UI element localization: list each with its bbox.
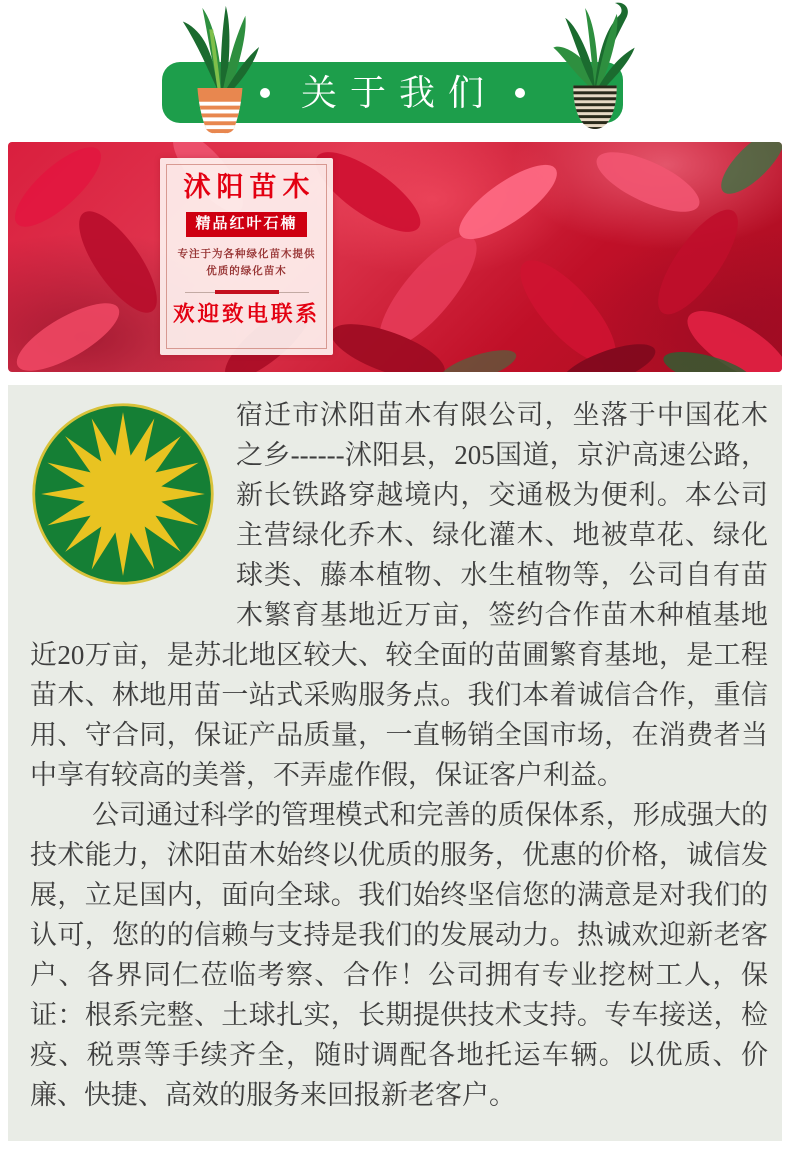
dot-icon: [515, 88, 525, 98]
divider-bar: [215, 290, 279, 294]
about-header: [0, 0, 790, 142]
about-paragraph-2: 公司通过科学的管理模式和完善的质保体系，形成强大的技术能力，沭阳苗木始终以优质的服务，优惠的价格，诚信发展，立足国内，面向全球。我们始终坚信您的满意是对我们的认可，您的的信赖与支持是我们的发展动力。热诚欢迎新老客户、各界同仁莅临考察、合作！公司拥有专业挖树工人，保证：根系完整、土球扎实，长期提供技术支持。专车接送，检疫、税票等手续齐全，随时调配各地托运车辆。以优质、价廉、快捷、高效的服务来回报新老客户。: [30, 800, 768, 1110]
hero-banner: [8, 142, 782, 372]
brand-name: 沭阳苗木: [183, 172, 316, 202]
red-photinia-leaves-image: [8, 142, 782, 372]
potted-dracaena-icon: [543, 0, 647, 134]
section-title: 关于我们: [300, 72, 497, 113]
potted-succulent-icon: [166, 2, 270, 134]
divider: [185, 290, 309, 294]
tagline-line2: 优质的绿化苗木: [206, 266, 287, 278]
contact-cta: 欢迎致电联系: [172, 302, 320, 327]
product-badge: 精品红叶石楠: [186, 212, 306, 238]
tagline: [178, 246, 316, 280]
about-text-section: [8, 385, 782, 1141]
tagline-line1: 专注于为各种绿化苗木提供: [177, 249, 316, 261]
about-paragraph-1: 宿迁市沭阳苗木有限公司，坐落于中国花木之乡------沭阳县，205国道，京沪高速公路，新长铁路穿越境内，交通极为便利。本公司主营绿化乔木、绿化灌木、地被草花、绿化球类、藤本植物、水生植物等，公司自有苗木繁育基地近万亩，签约合作苗木种植基地近20万亩，是苏北地区较大、较全面的苗圃繁育基地，是工程苗木、林地用苗一站式采购服务点。我们本着诚信合作，重信用、守合同，保证产品质量，一直畅销全国市场，在消费者当中享有较高的美誉，不弄虚作假，保证客户利益。: [30, 400, 768, 790]
sunburst-logo: [30, 399, 216, 589]
promo-card: [160, 158, 333, 355]
